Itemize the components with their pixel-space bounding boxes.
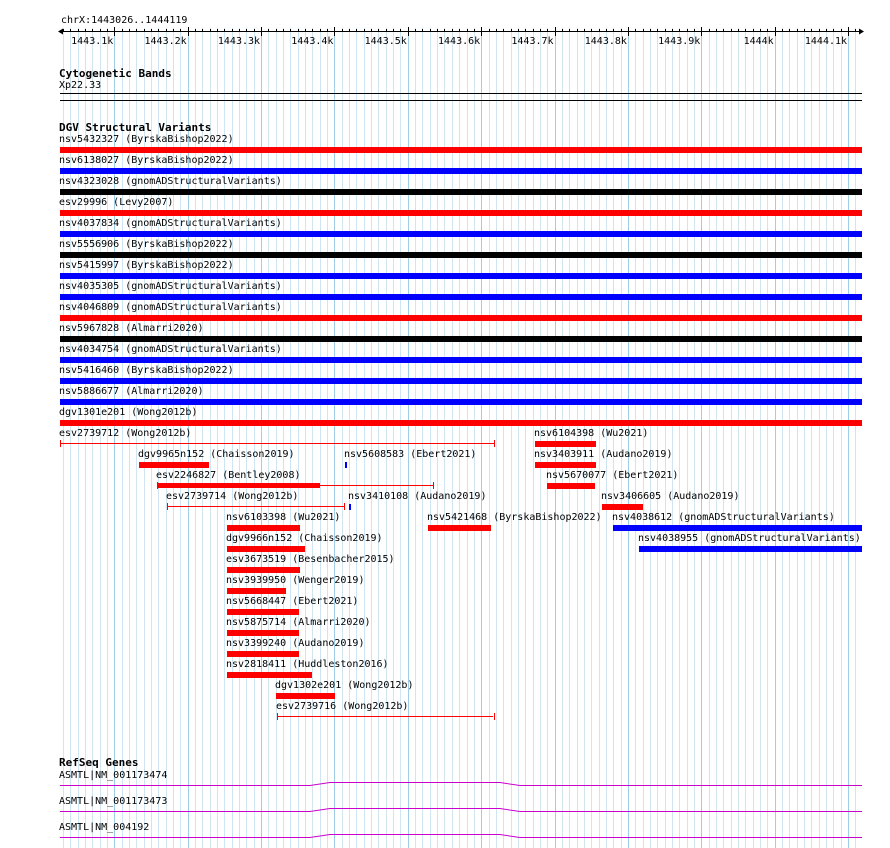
variant-label[interactable]: nsv5886677 (Almarri2020): [59, 386, 204, 397]
variant-label[interactable]: nsv5608583 (Ebert2021): [344, 449, 477, 460]
variant-bar[interactable]: [60, 399, 862, 405]
ruler-tick-label: 1443.5k: [364, 36, 407, 47]
dgv-track-title: DGV Structural Variants: [59, 121, 212, 134]
variant-bar[interactable]: [139, 462, 209, 468]
ruler-arrow-left-icon: [58, 29, 63, 35]
variant-label[interactable]: esv2739716 (Wong2012b): [276, 701, 409, 712]
gene-label[interactable]: ASMTL|NM_004192: [59, 822, 150, 833]
ruler-ticks: [58, 27, 864, 47]
variant-interval-cap: [344, 503, 345, 510]
variant-label[interactable]: nsv5415997 (ByrskaBishop2022): [59, 260, 234, 271]
ruler-tick-label: 1443.8k: [584, 36, 627, 47]
variant-bar[interactable]: [602, 504, 643, 510]
variant-label[interactable]: nsv5556906 (ByrskaBishop2022): [59, 239, 234, 250]
variant-label[interactable]: esv3673519 (Besenbacher2015): [226, 554, 395, 565]
ruler-arrow-right-icon: [859, 29, 864, 35]
variant-bar[interactable]: [60, 168, 862, 174]
variant-bar[interactable]: [613, 525, 862, 531]
variant-interval-cap: [494, 713, 495, 720]
variant-bar[interactable]: [345, 462, 347, 468]
variant-bar[interactable]: [157, 483, 320, 488]
variant-label[interactable]: dgv1302e201 (Wong2012b): [275, 680, 414, 691]
variant-interval-line[interactable]: [277, 716, 493, 717]
variant-interval-cap: [494, 440, 495, 447]
variant-label[interactable]: nsv4038612 (gnomADStructuralVariants): [612, 512, 835, 523]
variant-bar[interactable]: [60, 147, 862, 153]
variant-bar[interactable]: [227, 567, 300, 573]
gene-model-line[interactable]: [60, 835, 862, 838]
variant-bar[interactable]: [60, 336, 862, 342]
cyto-band-line-top: [60, 93, 862, 94]
variant-label[interactable]: dgv9966n152 (Chaisson2019): [226, 533, 383, 544]
ruler-tick-label: 1443.2k: [144, 36, 187, 47]
variant-label[interactable]: nsv5967828 (Almarri2020): [59, 323, 204, 334]
variant-bar[interactable]: [60, 273, 862, 279]
variant-label[interactable]: esv2246827 (Bentley2008): [156, 470, 301, 481]
variant-label[interactable]: esv2739712 (Wong2012b): [59, 428, 192, 439]
variant-bar[interactable]: [60, 315, 862, 321]
variant-interval-line[interactable]: [167, 506, 344, 507]
cyto-band-line-bottom: [60, 100, 862, 101]
variant-label[interactable]: nsv5668447 (Ebert2021): [226, 596, 359, 607]
region-label: chrX:1443026..1444119: [61, 15, 188, 26]
variant-interval-line[interactable]: [60, 443, 494, 444]
variant-label[interactable]: esv29996 (Levy2007): [59, 197, 174, 208]
variant-label[interactable]: nsv4034754 (gnomADStructuralVariants): [59, 344, 282, 355]
position-ruler[interactable]: [0, 0, 890, 60]
variant-label[interactable]: nsv3410108 (Audano2019): [348, 491, 487, 502]
variant-bar[interactable]: [227, 609, 299, 615]
cyto-band-label[interactable]: Xp22.33: [59, 80, 102, 91]
variant-bar[interactable]: [276, 693, 335, 699]
cyto-track-title: Cytogenetic Bands: [59, 67, 172, 80]
variant-bar[interactable]: [60, 210, 862, 216]
variant-label[interactable]: dgv1301e201 (Wong2012b): [59, 407, 198, 418]
ruler-tick-label: 1443.6k: [438, 36, 481, 47]
variant-bar[interactable]: [227, 588, 286, 594]
variant-label[interactable]: nsv5421468 (ByrskaBishop2022): [427, 512, 602, 523]
variant-label[interactable]: nsv6103398 (Wu2021): [226, 512, 341, 523]
variant-bar[interactable]: [227, 546, 305, 552]
variant-bar[interactable]: [535, 441, 596, 447]
variant-label[interactable]: nsv5416460 (ByrskaBishop2022): [59, 365, 234, 376]
ruler-tick-label: 1443.3k: [217, 36, 261, 47]
variant-bar[interactable]: [547, 483, 595, 489]
variant-label[interactable]: nsv3399240 (Audano2019): [226, 638, 365, 649]
gene-label[interactable]: ASMTL|NM_001173474: [59, 770, 168, 781]
variant-bar[interactable]: [227, 651, 299, 657]
variant-label[interactable]: nsv5670077 (Ebert2021): [546, 470, 679, 481]
variant-interval-cap: [433, 482, 434, 489]
ruler-tick-label: 1443.4k: [291, 36, 334, 47]
variant-bar[interactable]: [227, 630, 299, 636]
variant-label[interactable]: nsv5432327 (ByrskaBishop2022): [59, 134, 234, 145]
variant-label[interactable]: dgv9965n152 (Chaisson2019): [138, 449, 295, 460]
ruler-tick-label: 1443.7k: [511, 36, 554, 47]
variant-bar[interactable]: [60, 189, 862, 195]
variant-interval-cap: [60, 440, 61, 447]
gene-model-line[interactable]: [60, 809, 862, 812]
variant-bar[interactable]: [60, 378, 862, 384]
variant-label[interactable]: nsv4046809 (gnomADStructuralVariants): [59, 302, 282, 313]
variant-label[interactable]: nsv4038955 (gnomADStructuralVariants): [638, 533, 861, 544]
variant-bar[interactable]: [349, 504, 351, 510]
variant-bar[interactable]: [60, 231, 862, 237]
ruler-tick-label: 1444k: [743, 36, 774, 47]
variant-label[interactable]: nsv4037834 (gnomADStructuralVariants): [59, 218, 282, 229]
variant-bar[interactable]: [227, 672, 312, 678]
variant-label[interactable]: nsv3403911 (Audano2019): [534, 449, 673, 460]
variant-bar[interactable]: [60, 420, 862, 426]
variant-label[interactable]: esv2739714 (Wong2012b): [166, 491, 299, 502]
variant-label[interactable]: nsv3939950 (Wenger2019): [226, 575, 365, 586]
variant-label[interactable]: nsv3406605 (Audano2019): [601, 491, 740, 502]
variant-interval-cap: [277, 713, 278, 720]
gene-model-line[interactable]: [60, 783, 862, 786]
variant-label[interactable]: nsv6104398 (Wu2021): [534, 428, 649, 439]
variant-bar[interactable]: [428, 525, 491, 531]
variant-bar[interactable]: [227, 525, 300, 531]
variant-label[interactable]: nsv5875714 (Almarri2020): [226, 617, 371, 628]
variant-bar[interactable]: [535, 462, 596, 468]
variant-label[interactable]: nsv6138027 (ByrskaBishop2022): [59, 155, 234, 166]
ruler-tick-label: 1443.1k: [71, 36, 114, 47]
ruler-tick-label: 1443.9k: [658, 36, 701, 47]
variant-bar[interactable]: [639, 546, 862, 552]
variant-label[interactable]: nsv4323028 (gnomADStructuralVariants): [59, 176, 282, 187]
variant-bar[interactable]: [60, 252, 862, 258]
variant-bar[interactable]: [60, 294, 862, 300]
refseq-track-title: RefSeq Genes: [59, 756, 139, 769]
gene-label[interactable]: ASMTL|NM_001173473: [59, 796, 168, 807]
variant-label[interactable]: nsv2818411 (Huddleston2016): [226, 659, 389, 670]
variant-bar[interactable]: [60, 357, 862, 363]
variant-interval-cap: [167, 503, 168, 510]
variant-label[interactable]: nsv4035305 (gnomADStructuralVariants): [59, 281, 282, 292]
ruler-tick-label: 1444.1k: [804, 36, 848, 47]
